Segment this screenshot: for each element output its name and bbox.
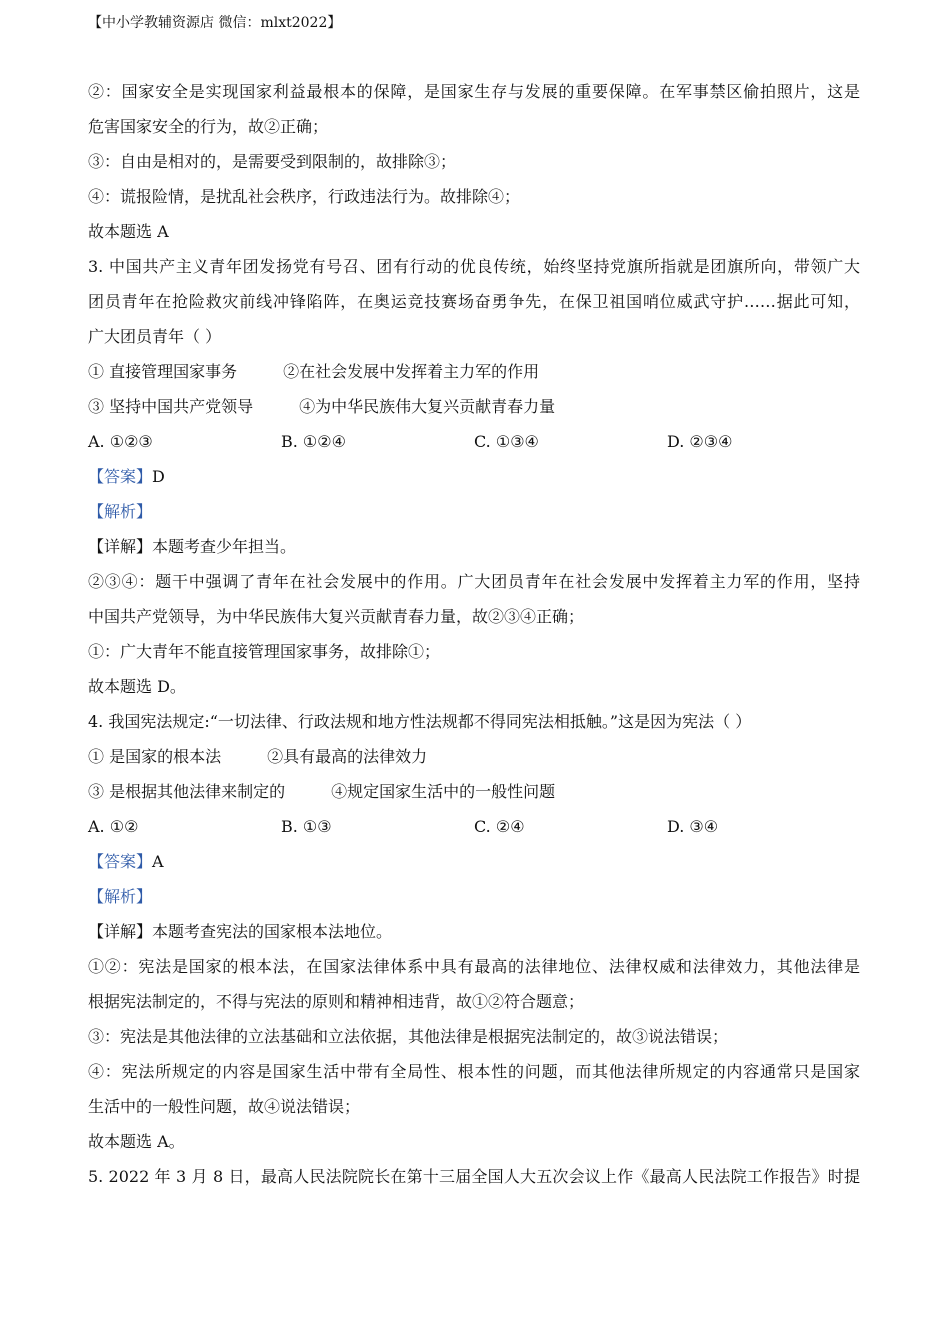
q3-answer: [88, 459, 860, 494]
q3-statement-2: ②在社会发展中发挥着主力军的作用: [283, 362, 540, 381]
q4-conclusion: 故本题选 A。: [88, 1132, 185, 1151]
answer-label: 【答案】: [88, 467, 153, 486]
q2-explanation-4: ④：谎报险情，是扰乱社会秩序，行政违法行为。故排除④；: [88, 187, 521, 206]
q4-statement-2: ②具有最高的法律效力: [267, 747, 428, 766]
q3-conclusion: 故本题选 D。: [88, 677, 186, 696]
q3-option-a: A. ①②③: [88, 432, 153, 451]
q3-statements-row1: [88, 354, 860, 389]
q4-statements-row1: [88, 739, 860, 774]
q3-explanation-1-line1: ②③④：题干中强调了青年在社会发展中的作用。广大团员青年在社会发展中发挥着主力军的作用，坚持: [88, 572, 860, 591]
q4-statement-1: ① 是国家的根本法: [88, 747, 222, 766]
q4-explanation-1-line1: ①②：宪法是国家的根本法，在国家法律体系中具有最高的法律地位、法律权威和法律效力，其他法律是: [88, 957, 860, 976]
q4-explanation-3-line2: 生活中的一般性问题，故④说法错误；: [88, 1097, 361, 1116]
q5-stem-line1: 5. 2022 年 3 月 8 日，最高人民法院院长在第十三届全国人大五次会议上作《最高人民法院工作报告》时提: [88, 1167, 860, 1186]
q4-detail: 【详解】本题考查宪法的国家根本法地位。: [88, 922, 393, 941]
q4-option-a: A. ①②: [88, 817, 139, 836]
q3-explanation-1-line2: 中国共产党领导，为中华民族伟大复兴贡献青春力量，故②③④正确；: [88, 607, 585, 626]
q4-statement-3: ③ 是根据其他法律来制定的: [88, 782, 286, 801]
q2-explanation-3: ③：自由是相对的，是需要受到限制的，故排除③；: [88, 152, 457, 171]
q4-explanation-3-line1: ④：宪法所规定的内容是国家生活中带有全局性、根本性的问题，而其他法律所规定的内容通常只是国家: [88, 1062, 860, 1081]
q4-options: [88, 809, 860, 844]
q2-explanation-2-line1: ②：国家安全是实现国家利益最根本的保障，是国家生存与发展的重要保障。在军事禁区偷拍照片，这是: [88, 82, 860, 101]
q3-option-c: C. ①③④: [474, 432, 539, 451]
q4-option-c: C. ②④: [474, 817, 525, 836]
q3-option-d: D. ②③④: [667, 432, 733, 451]
q3-stem-line3: 广大团员青年（ ）: [88, 327, 222, 346]
q4-analysis-label: 【解析】: [88, 887, 153, 906]
q4-option-d: D. ③④: [667, 817, 719, 836]
q3-analysis-label: 【解析】: [88, 502, 153, 521]
answer-value: A: [152, 852, 164, 871]
q2-conclusion: 故本题选 A: [88, 222, 169, 241]
answer-value: D: [152, 467, 165, 486]
q4-explanation-2: ③：宪法是其他法律的立法基础和立法依据，其他法律是根据宪法制定的，故③说法错误；: [88, 1027, 729, 1046]
q4-answer: [88, 844, 860, 879]
q3-detail: 【详解】本题考查少年担当。: [88, 537, 297, 556]
answer-label: 【答案】: [88, 852, 153, 871]
q3-statement-4: ④为中华民族伟大复兴贡献青春力量: [299, 397, 556, 416]
q4-statements-row2: [88, 774, 860, 809]
q4-option-b: B. ①③: [281, 817, 332, 836]
q3-statements-row2: [88, 389, 860, 424]
q3-stem-line1: 3. 中国共产主义青年团发扬党有号召、团有行动的优良传统，始终坚持党旗所指就是团旗所向，带领广大: [88, 257, 860, 276]
q2-explanation-2-line2: 危害国家安全的行为，故②正确；: [88, 117, 329, 136]
q3-statement-3: ③ 坚持中国共产党领导: [88, 397, 254, 416]
q4-statement-4: ④规定国家生活中的一般性问题: [331, 782, 556, 801]
q3-options: [88, 424, 860, 459]
q3-statement-1: ① 直接管理国家事务: [88, 362, 238, 381]
q4-stem: 4. 我国宪法规定:“一切法律、行政法规和地方性法规都不得同宪法相抵触。”这是因为宪法（ ）: [88, 712, 752, 731]
q3-option-b: B. ①②④: [281, 432, 346, 451]
q3-explanation-2: ①：广大青年不能直接管理国家事务，故排除①；: [88, 642, 441, 661]
q3-stem-line2: 团员青年在抢险救灾前线冲锋陷阵，在奥运竞技赛场奋勇争先，在保卫祖国哨位威武守护……据此可知，: [88, 292, 860, 311]
page-header: 【中小学教辅资源店 微信：mlxt2022】: [88, 15, 342, 31]
document-body: [88, 74, 860, 1194]
q4-explanation-1-line2: 根据宪法制定的，不得与宪法的原则和精神相违背，故①②符合题意；: [88, 992, 585, 1011]
